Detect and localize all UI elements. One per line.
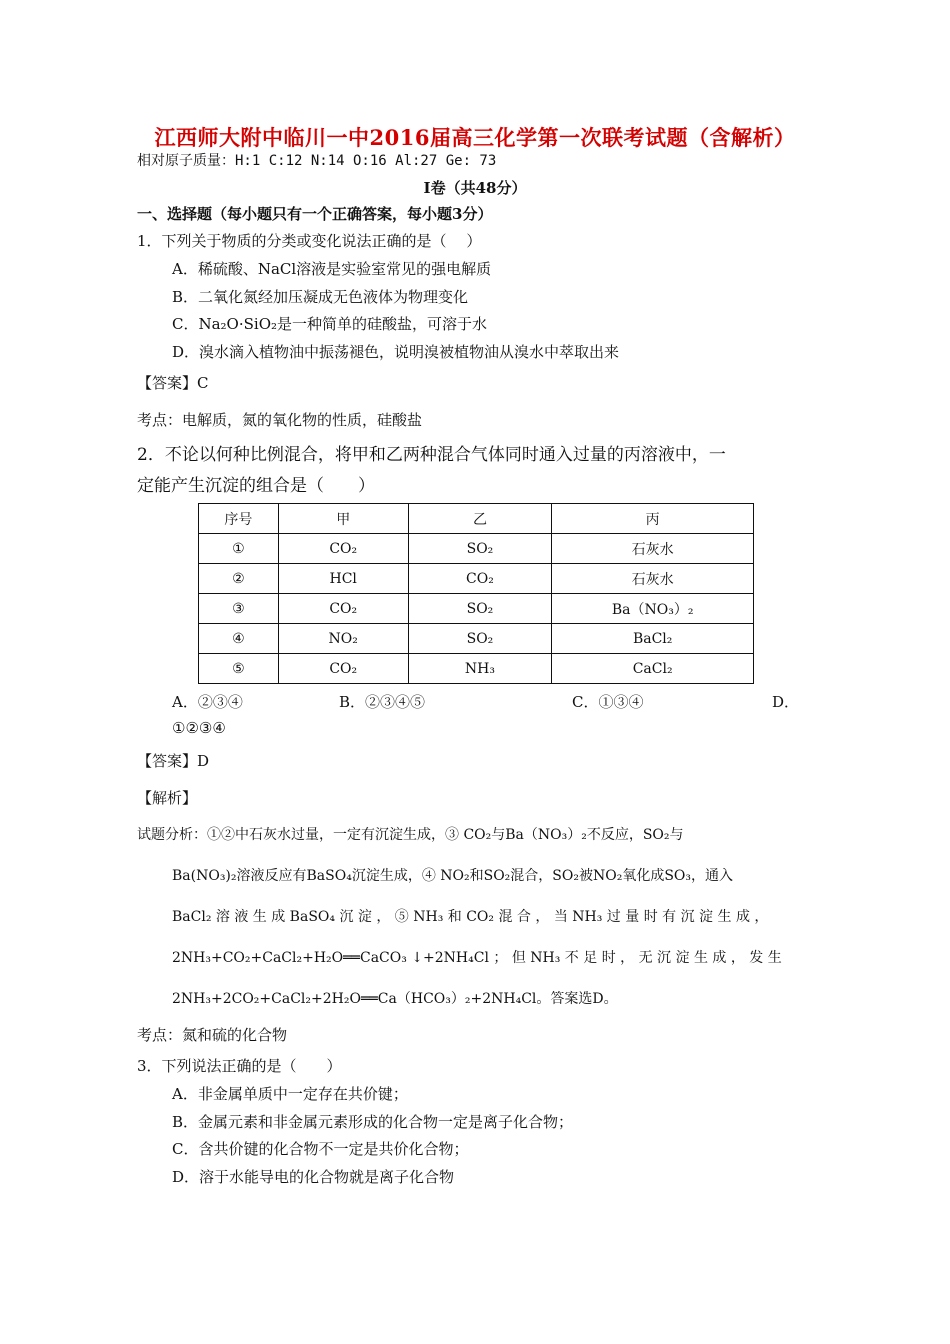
section-title: I卷（共48分） [423,179,527,197]
table-cell: CO₂ [408,564,552,594]
q2-option-d-value: ①②③④ [172,719,226,737]
q2-analysis-line: BaCl₂ 溶 液 生 成 BaSO₄ 沉 淀 ， ⑤ NH₃ 和 CO₂ 混 合 ， 当 NH₃ 过 量 时 有 沉 淀 生 成 ， [172,909,769,925]
q3-option-c: C．含共价键的化合物不一定是共价化合物； [172,1140,469,1158]
table-cell: Ba（NO₃）₂ [552,594,754,624]
table-cell: CO₂ [278,534,408,564]
document-title: 江西师大附中临川一中2016届高三化学第一次联考试题（含解析） [154,125,796,150]
table-header: 乙 [408,504,552,534]
table-cell: ④ [199,624,279,654]
table-cell: SO₂ [408,534,552,564]
q2-stem-line2: 定能产生沉淀的组合是（ ） [137,476,375,496]
table-cell: SO₂ [408,624,552,654]
part-heading: 一、选择题（每小题只有一个正确答案，每小题3分） [137,205,493,223]
q1-option-d: D．溴水滴入植物油中振荡褪色，说明溴被植物油从溴水中萃取出来 [172,343,620,361]
table-cell: BaCl₂ [552,624,754,654]
table-header: 甲 [278,504,408,534]
table-cell: HCl [278,564,408,594]
table-header: 序号 [199,504,279,534]
table-cell: CO₂ [278,594,408,624]
table-cell: NO₂ [278,624,408,654]
q2-table [198,503,754,684]
q2-point: 考点：氮和硫的化合物 [137,1026,288,1044]
q1-option-b: B．二氧化氮经加压凝成无色液体为物理变化 [172,288,469,306]
q1-answer: 【答案】C [137,374,209,392]
q2-analysis-line: 2NH₃+CO₂+CaCl₂+H₂O══CaCO₃ ↓+2NH₄Cl ； 但 NH₃ 不 足 时 ， 无 沉 淀 生 成 ， 发 生 [172,950,782,966]
q3-option-b: B．金属元素和非金属元素形成的化合物一定是离子化合物； [172,1113,574,1131]
table-header: 丙 [552,504,754,534]
table-cell: CO₂ [278,654,408,684]
q2-option-d: D． [772,693,800,711]
q2-analysis-line: 2NH₃+2CO₂+CaCl₂+2H₂O══Ca（HCO₃）₂+2NH₄Cl。答案选D。 [172,991,618,1007]
q2-stem-line1: 2．不论以何种比例混合，将甲和乙两种混合气体同时通入过量的丙溶液中，一 [137,445,726,465]
q2-answer: 【答案】D [137,752,210,770]
q2-option-a: A．②③④ [172,693,243,711]
table-row [199,534,754,564]
table-cell: CaCl₂ [552,654,754,684]
table-cell: SO₂ [408,594,552,624]
table-cell: ③ [199,594,279,624]
q2-analysis-label: 【解析】 [137,789,198,807]
table-header-row [199,504,754,534]
q2-analysis-line: Ba(NO₃)₂溶液反应有BaSO₄沉淀生成，④ NO₂和SO₂混合，SO₂被NO₂氧化成SO₃，通入 [172,868,733,884]
q2-analysis-line: 试题分析：①②中石灰水过量，一定有沉淀生成，③ CO₂与Ba（NO₃）₂不反应，SO₂与 [137,827,684,843]
q3-option-a: A．非金属单质中一定存在共价键； [172,1085,408,1103]
table-row [199,564,754,594]
table-row [199,624,754,654]
table-cell: ② [199,564,279,594]
table-row [199,594,754,624]
q2-option-c: C．①③④ [572,693,644,711]
q1-option-c: C．Na₂O·SiO₂是一种简单的硅酸盐，可溶于水 [172,315,488,333]
atomic-mass-line: 相对原子质量：H:1 C:12 N:14 O:16 Al:27 Ge: 73 [137,153,497,169]
q2-option-b: B．②③④⑤ [339,693,426,711]
q3-option-d: D．溶于水能导电的化合物就是离子化合物 [172,1168,455,1186]
table-cell: NH₃ [408,654,552,684]
q1-stem: 1．下列关于物质的分类或变化说法正确的是（ ） [137,232,482,250]
table-cell: ⑤ [199,654,279,684]
table-cell: ① [199,534,279,564]
q1-option-a: A．稀硫酸、NaCl溶液是实验室常见的强电解质 [172,260,492,278]
table-cell: 石灰水 [552,564,754,594]
q3-stem: 3．下列说法正确的是（ ） [137,1057,342,1075]
table-cell: 石灰水 [552,534,754,564]
table-row [199,654,754,684]
q1-point: 考点：电解质，氮的氧化物的性质，硅酸盐 [137,411,423,429]
